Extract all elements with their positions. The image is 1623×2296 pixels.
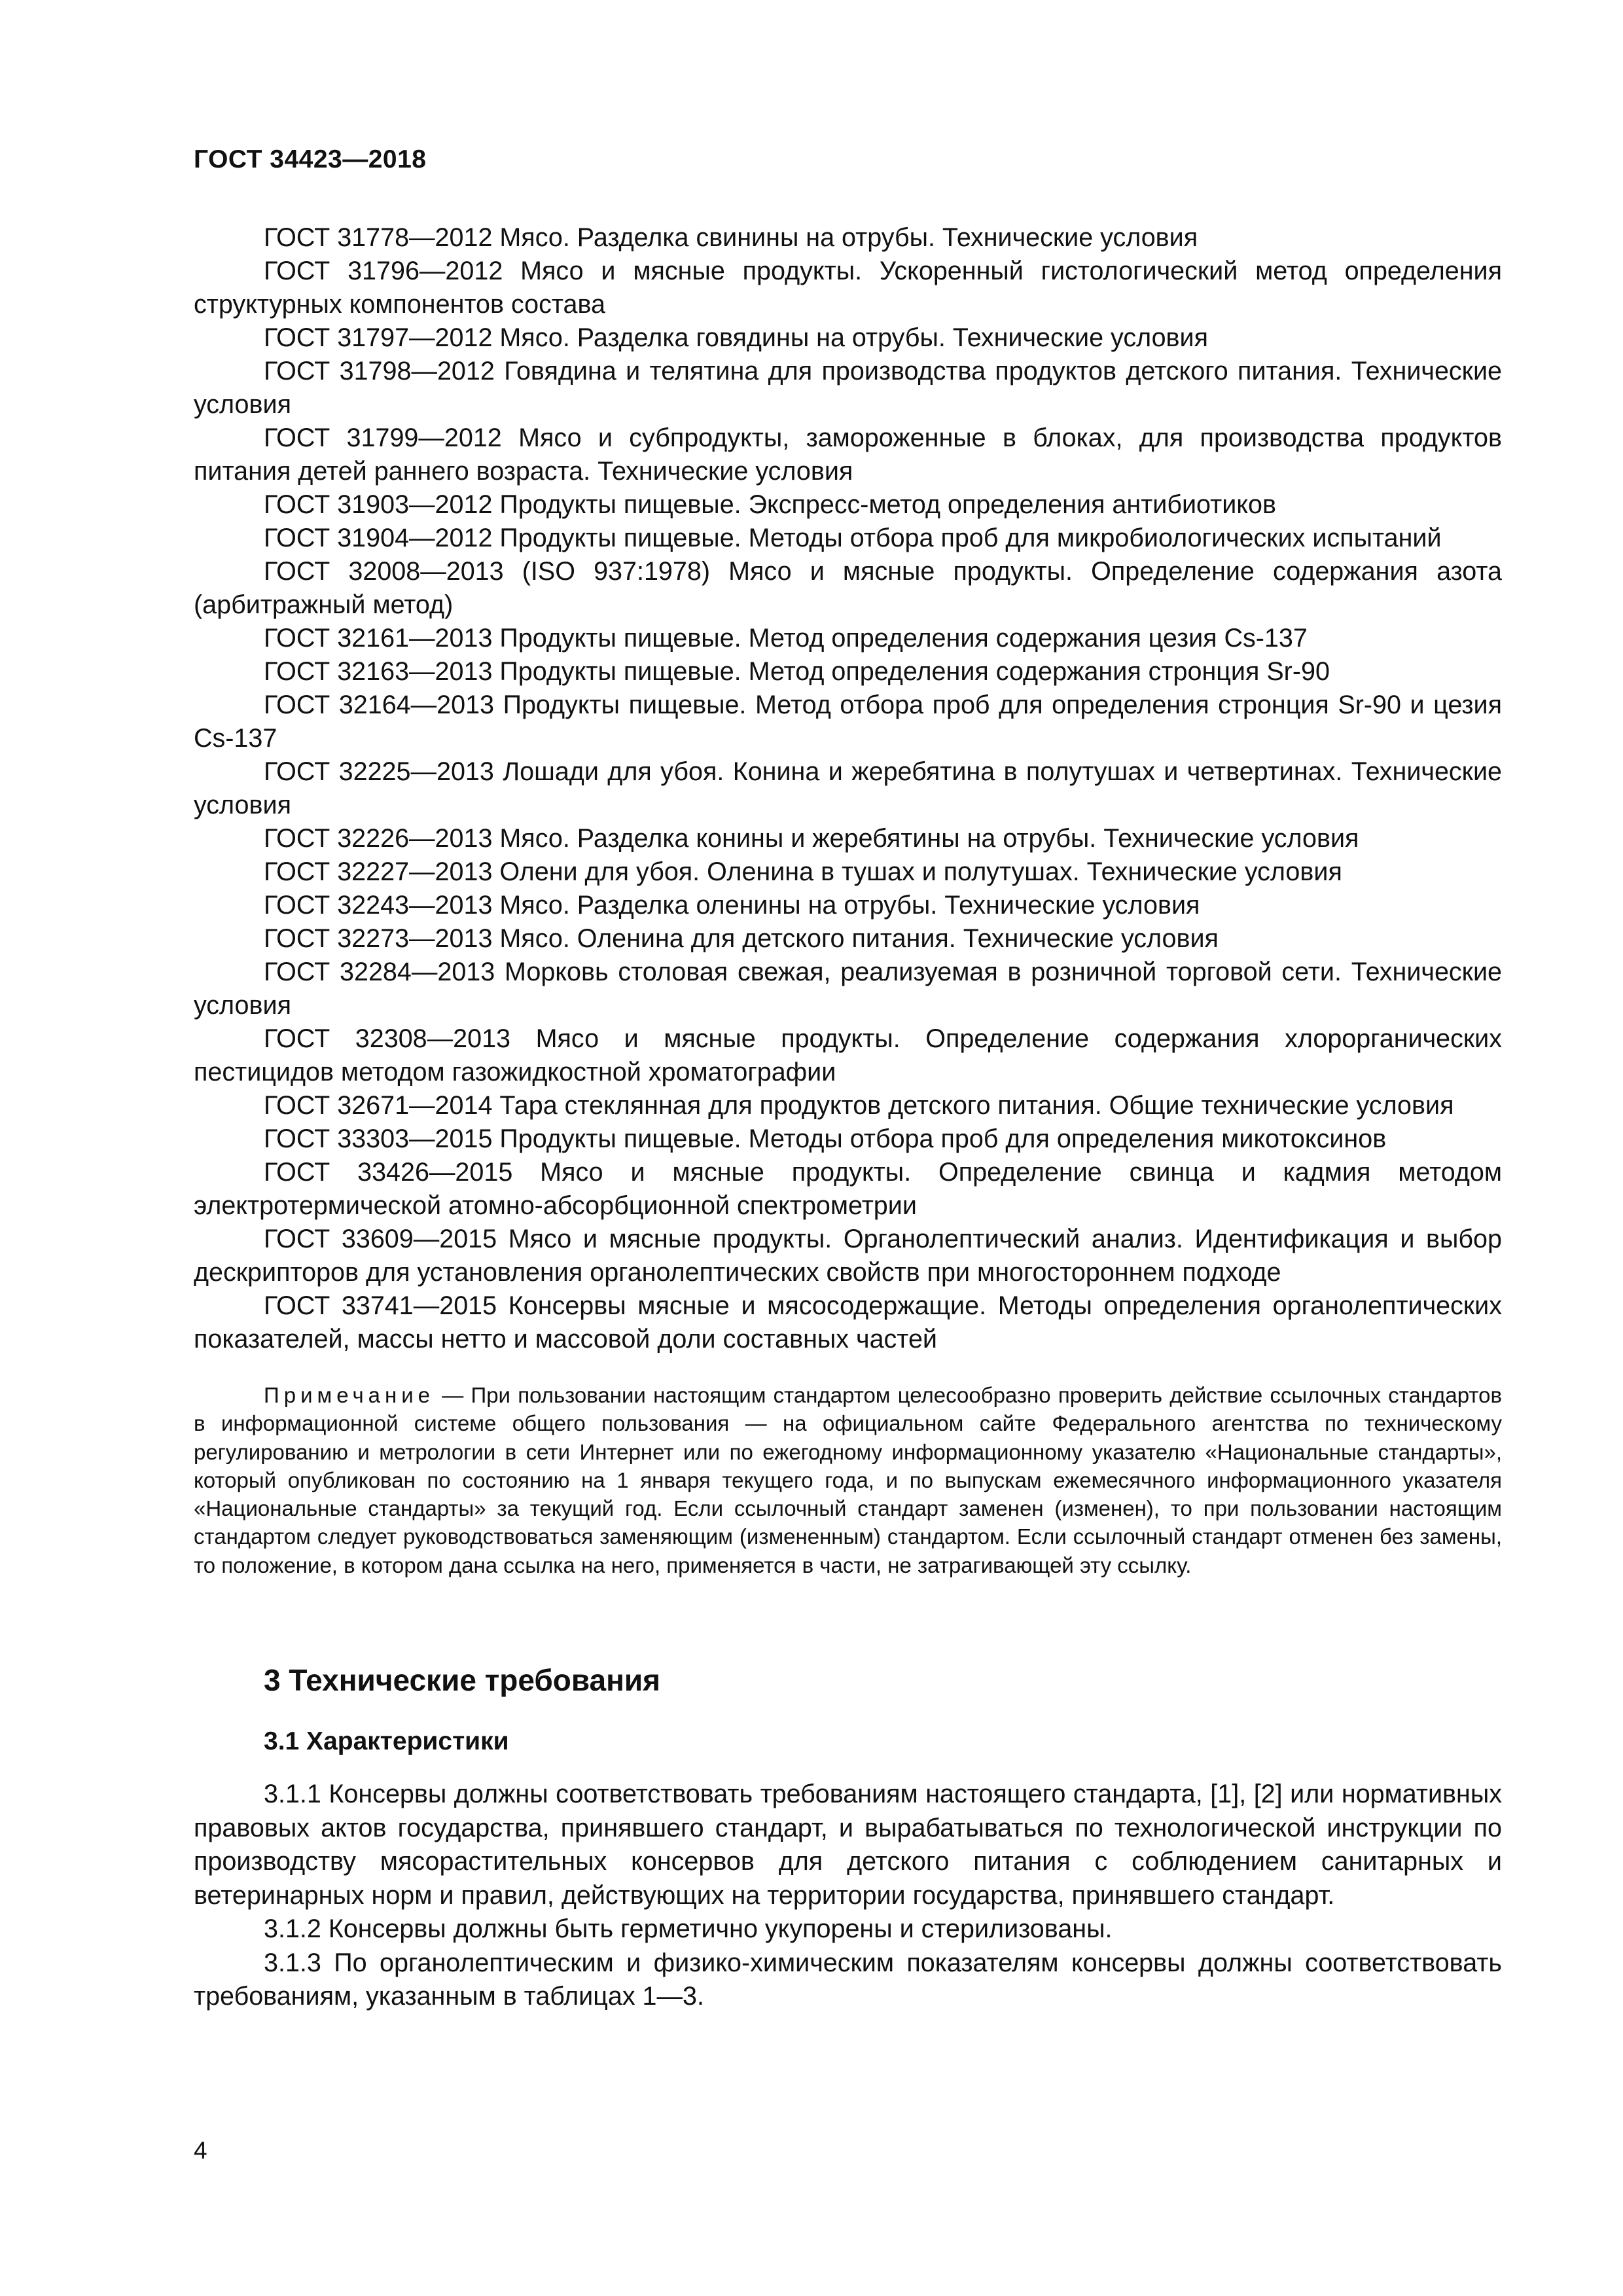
note-label: Примечание: [264, 1383, 435, 1407]
reference-item: ГОСТ 32273—2013 Мясо. Оленина для детского питания. Технические условия: [264, 924, 1219, 953]
reference-item: ГОСТ 32226—2013 Мясо. Разделка конины и жеребятины на отрубы. Технические условия: [264, 824, 1359, 853]
normative-references-list: [194, 221, 1502, 1356]
reference-item: ГОСТ 32225—2013 Лошади для убоя. Конина и жеребятина в полутушах и четвертинах. Технические условия: [194, 757, 1502, 819]
requirement-paragraph: 3.1.3 По органолептическим и физико-химическим показателям консервы должны соответствовать требованиям, указанным в таблицах 1—3.: [194, 1948, 1502, 2011]
section-title: 3 Технические требования: [264, 1663, 660, 1697]
reference-item: ГОСТ 32227—2013 Олени для убоя. Оленина в тушах и полутушах. Технические условия: [264, 857, 1342, 886]
reference-item: ГОСТ 32308—2013 Мясо и мясные продукты. Определение содержания хлорорганических пестицидов методом газожидкостной хроматографии: [194, 1024, 1502, 1086]
subsection-title: 3.1 Характеристики: [264, 1727, 509, 1755]
reference-item: ГОСТ 32163—2013 Продукты пищевые. Метод определения содержания стронция Sr-90: [264, 657, 1330, 686]
document-code-header: ГОСТ 34423—2018: [194, 145, 427, 173]
reference-item: ГОСТ 33426—2015 Мясо и мясные продукты. Определение свинца и кадмия методом электротермической атомно-абсорбционной спектрометрии: [194, 1158, 1502, 1220]
reference-item: ГОСТ 33741—2015 Консервы мясные и мясосодержащие. Методы определения органолептических показателей, массы нетто и массовой доли составных частей: [194, 1291, 1502, 1354]
reference-item: ГОСТ 32008—2013 (ISO 937:1978) Мясо и мясные продукты. Определение содержания азота (арбитражный метод): [194, 557, 1502, 619]
reference-item: ГОСТ 32671—2014 Тара стеклянная для продуктов детского питания. Общие технические условия: [264, 1091, 1454, 1120]
requirement-paragraph: 3.1.1 Консервы должны соответствовать требованиям настоящего стандарта, [1], [2] или нормативных правовых актов государства, принявшего стандарт, и вырабатываться по технологической инструкции по производству мясорастительных консервов для детского питания с соблюдением санитарных и ветеринарных норм и правил, действующих на территории государства, принявшего стандарт.: [194, 1780, 1502, 1910]
requirement-paragraph: 3.1.2 Консервы должны быть герметично укупорены и стерилизованы.: [264, 1914, 1113, 1943]
reference-item: ГОСТ 31797—2012 Мясо. Разделка говядины на отрубы. Технические условия: [264, 323, 1208, 352]
note-paragraph: [194, 1381, 1502, 1579]
reference-item: ГОСТ 33303—2015 Продукты пищевые. Методы отбора проб для определения микотоксинов: [264, 1124, 1387, 1153]
reference-item: ГОСТ 31903—2012 Продукты пищевые. Экспресс-метод определения антибиотиков: [264, 490, 1276, 519]
reference-item: ГОСТ 31798—2012 Говядина и телятина для производства продуктов детского питания. Технические условия: [194, 357, 1502, 419]
reference-item: ГОСТ 31904—2012 Продукты пищевые. Методы отбора проб для микробиологических испытаний: [264, 524, 1442, 552]
reference-item: ГОСТ 31796—2012 Мясо и мясные продукты. Ускоренный гистологический метод определения структурных компонентов состава: [194, 257, 1502, 319]
section-body: [194, 1778, 1502, 2014]
page-number: 4: [194, 2137, 207, 2164]
reference-item: ГОСТ 32243—2013 Мясо. Разделка оленины на отрубы. Технические условия: [264, 891, 1200, 920]
note-text: — При пользовании настоящим стандартом целесообразно проверить действие ссылочных стандартов в информационной системе общего пользования — на официальном сайте Федерального агентства по техническому регулированию и метрологии в сети Интернет или по ежегодному информационному указателю «Национальные стандарты», который опубликован по состоянию на 1 января текущего года, и по выпускам ежемесячного информационного указателя «Национальные стандарты» за текущий год. Если ссылочный стандарт заменен (изменен), то при пользовании настоящим стандартом следует руководствоваться заменяющим (измененным) стандартом. Если ссылочный стандарт отменен без замены, то положение, в котором дана ссылка на него, применяется в части, не затрагивающей эту ссылку.: [194, 1383, 1502, 1577]
reference-item: ГОСТ 32164—2013 Продукты пищевые. Метод отбора проб для определения стронция Sr-90 и цезия Cs-137: [194, 691, 1502, 753]
reference-item: ГОСТ 32284—2013 Морковь столовая свежая, реализуемая в розничной торговой сети. Технические условия: [194, 958, 1502, 1020]
reference-item: ГОСТ 33609—2015 Мясо и мясные продукты. Органолептический анализ. Идентификация и выбор дескрипторов для установления органолептических свойств при многостороннем подходе: [194, 1225, 1502, 1287]
reference-item: ГОСТ 31778—2012 Мясо. Разделка свинины на отрубы. Технические условия: [264, 223, 1198, 252]
reference-item: ГОСТ 32161—2013 Продукты пищевые. Метод определения содержания цезия Cs-137: [264, 624, 1308, 653]
reference-item: ГОСТ 31799—2012 Мясо и субпродукты, замороженные в блоках, для производства продуктов питания детей раннего возраста. Технические условия: [194, 423, 1502, 486]
